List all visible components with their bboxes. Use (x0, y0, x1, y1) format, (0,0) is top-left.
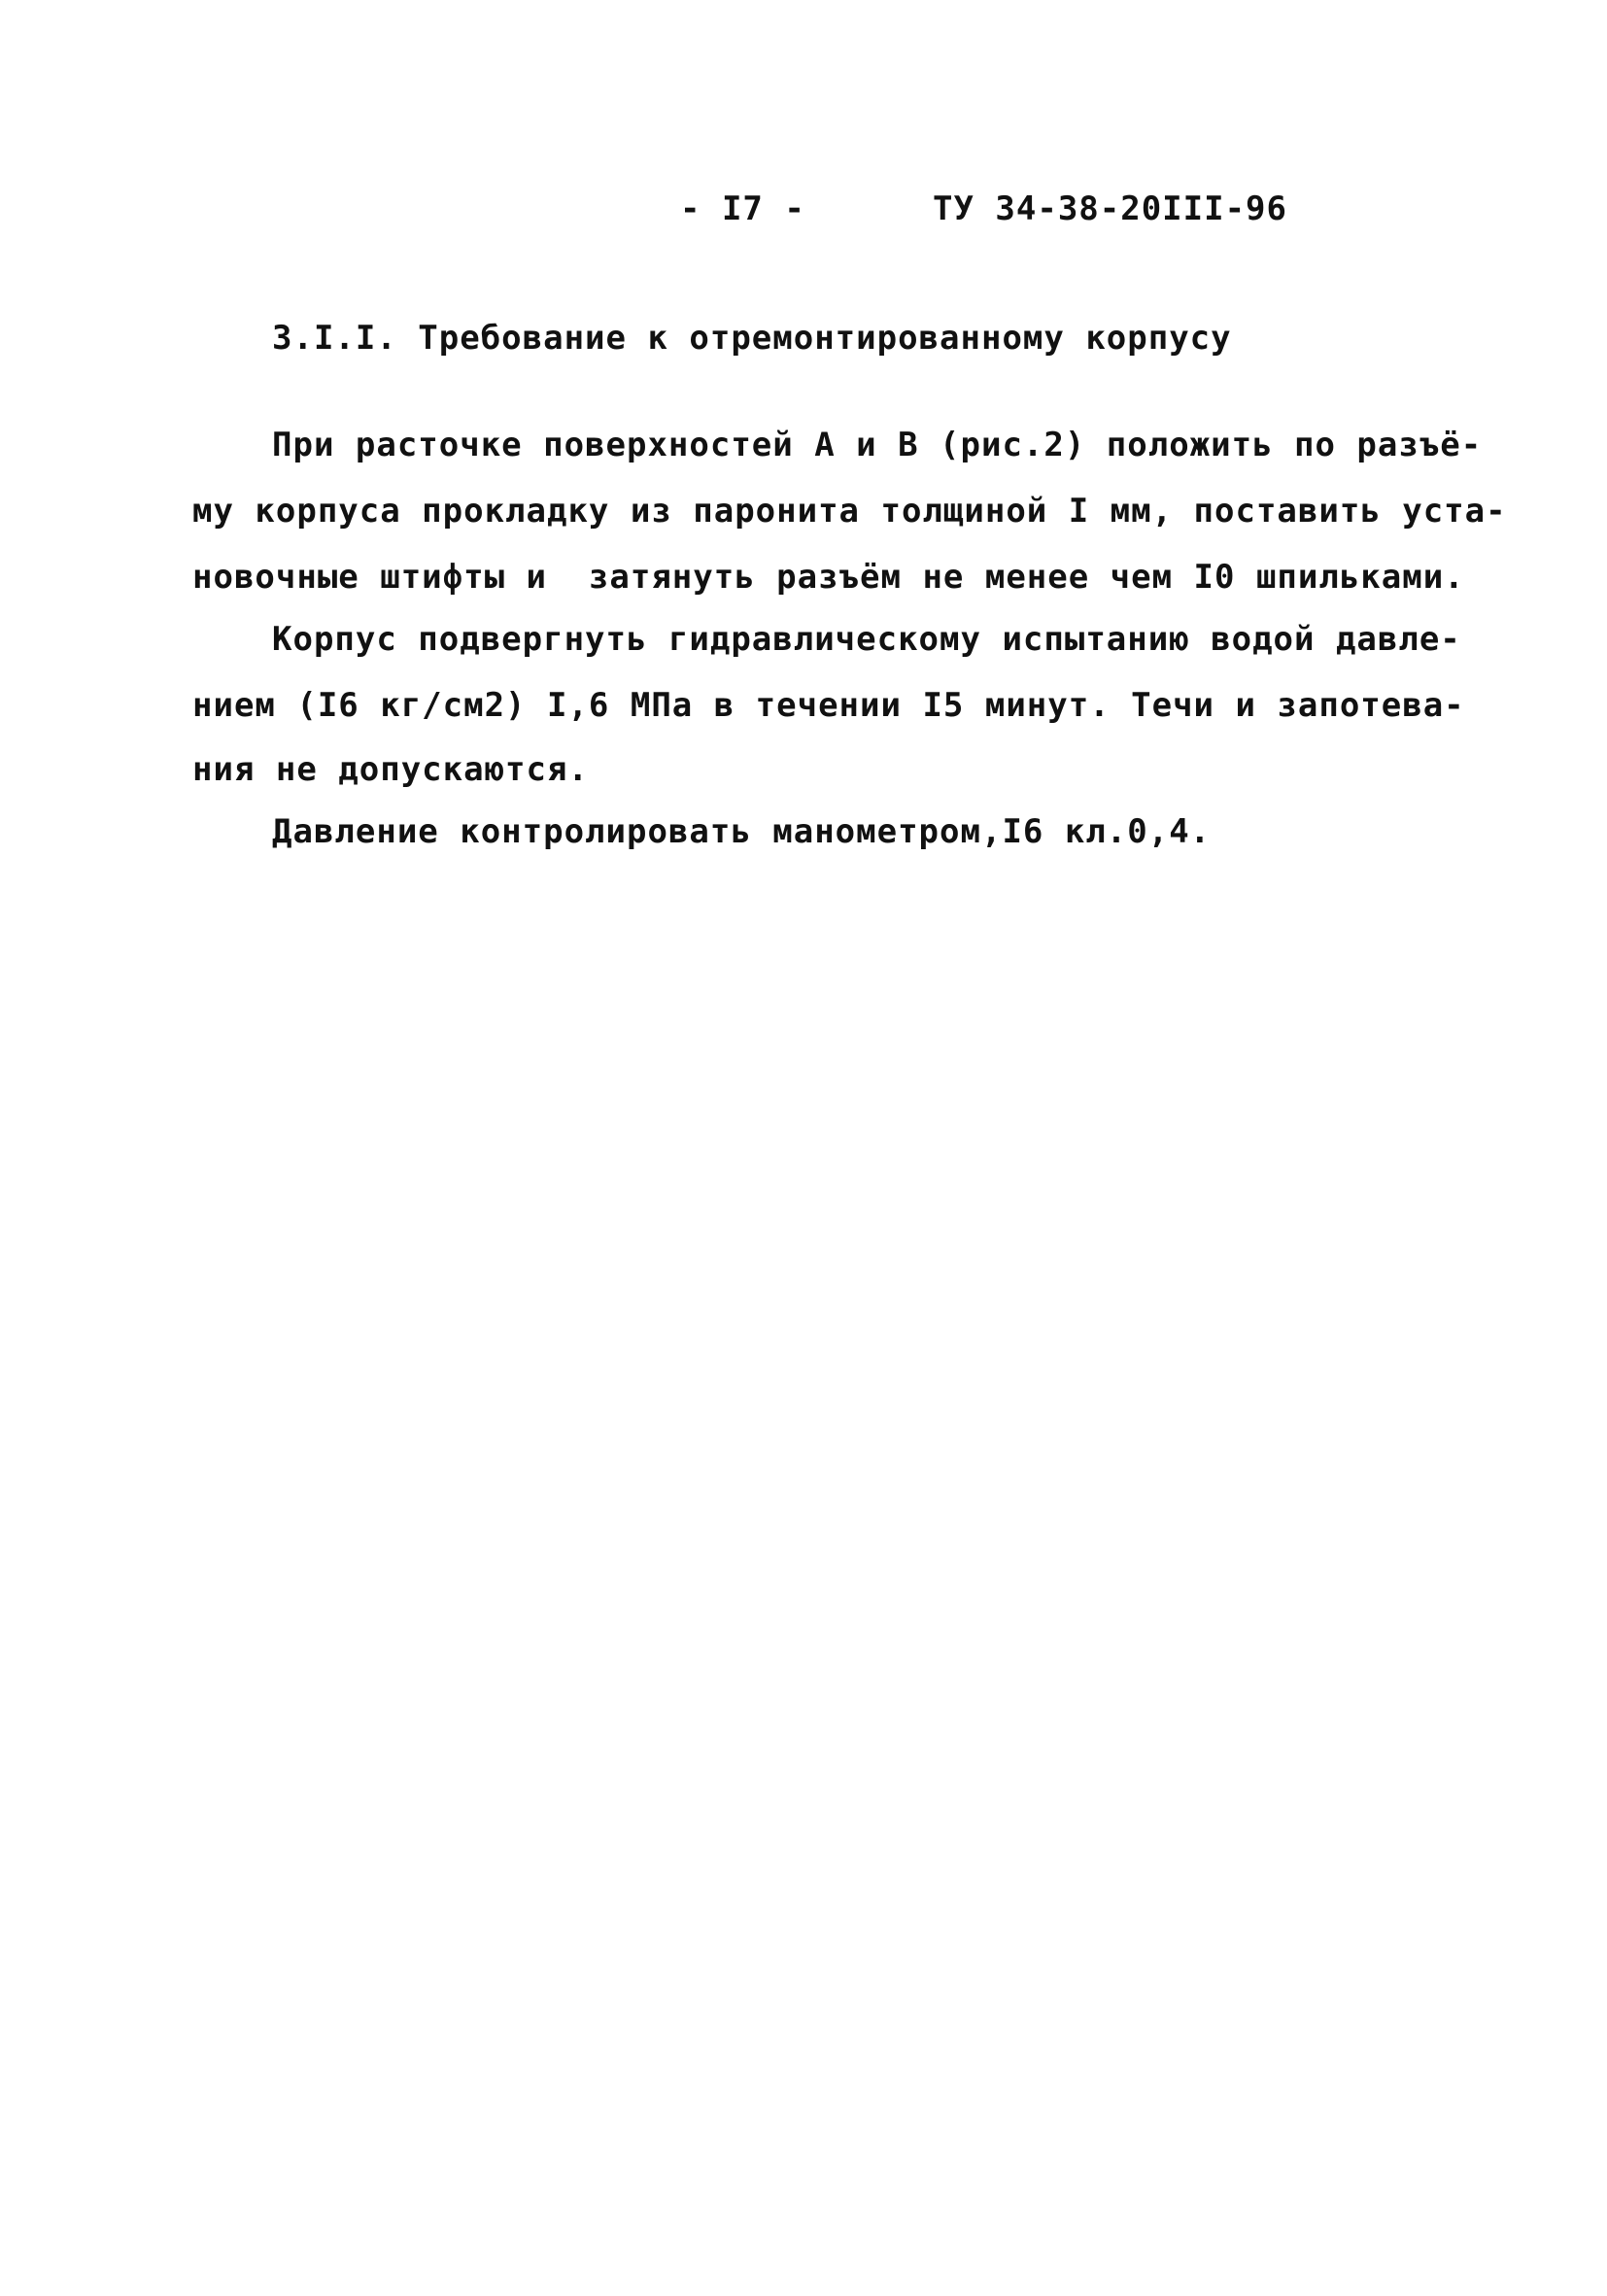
page-number: - I7 - (680, 189, 805, 228)
paragraph-line: Корпус подвергнуть гидравлическому испытанию водой давле- (272, 620, 1461, 659)
paragraph-line: Давление контролировать манометром,I6 кл.0,4. (272, 812, 1212, 851)
paragraph-line: ния не допускаются. (192, 750, 589, 789)
paragraph-line: му корпуса прокладку из паронита толщиной I мм, поставить уста- (192, 492, 1507, 531)
paragraph-line: новочные штифты и затянуть разъём не менее чем I0 шпильками. (192, 558, 1465, 597)
document-code: ТУ 34-38-20III-96 (933, 189, 1287, 228)
paragraph-line: При расточке поверхностей А и В (рис.2) положить по разъё- (272, 426, 1483, 464)
section-heading: 3.I.I. Требование к отремонтированному корпусу (272, 319, 1232, 358)
paragraph-line: нием (I6 кг/см2) I,6 МПа в течении I5 минут. Течи и запотева- (192, 686, 1465, 725)
